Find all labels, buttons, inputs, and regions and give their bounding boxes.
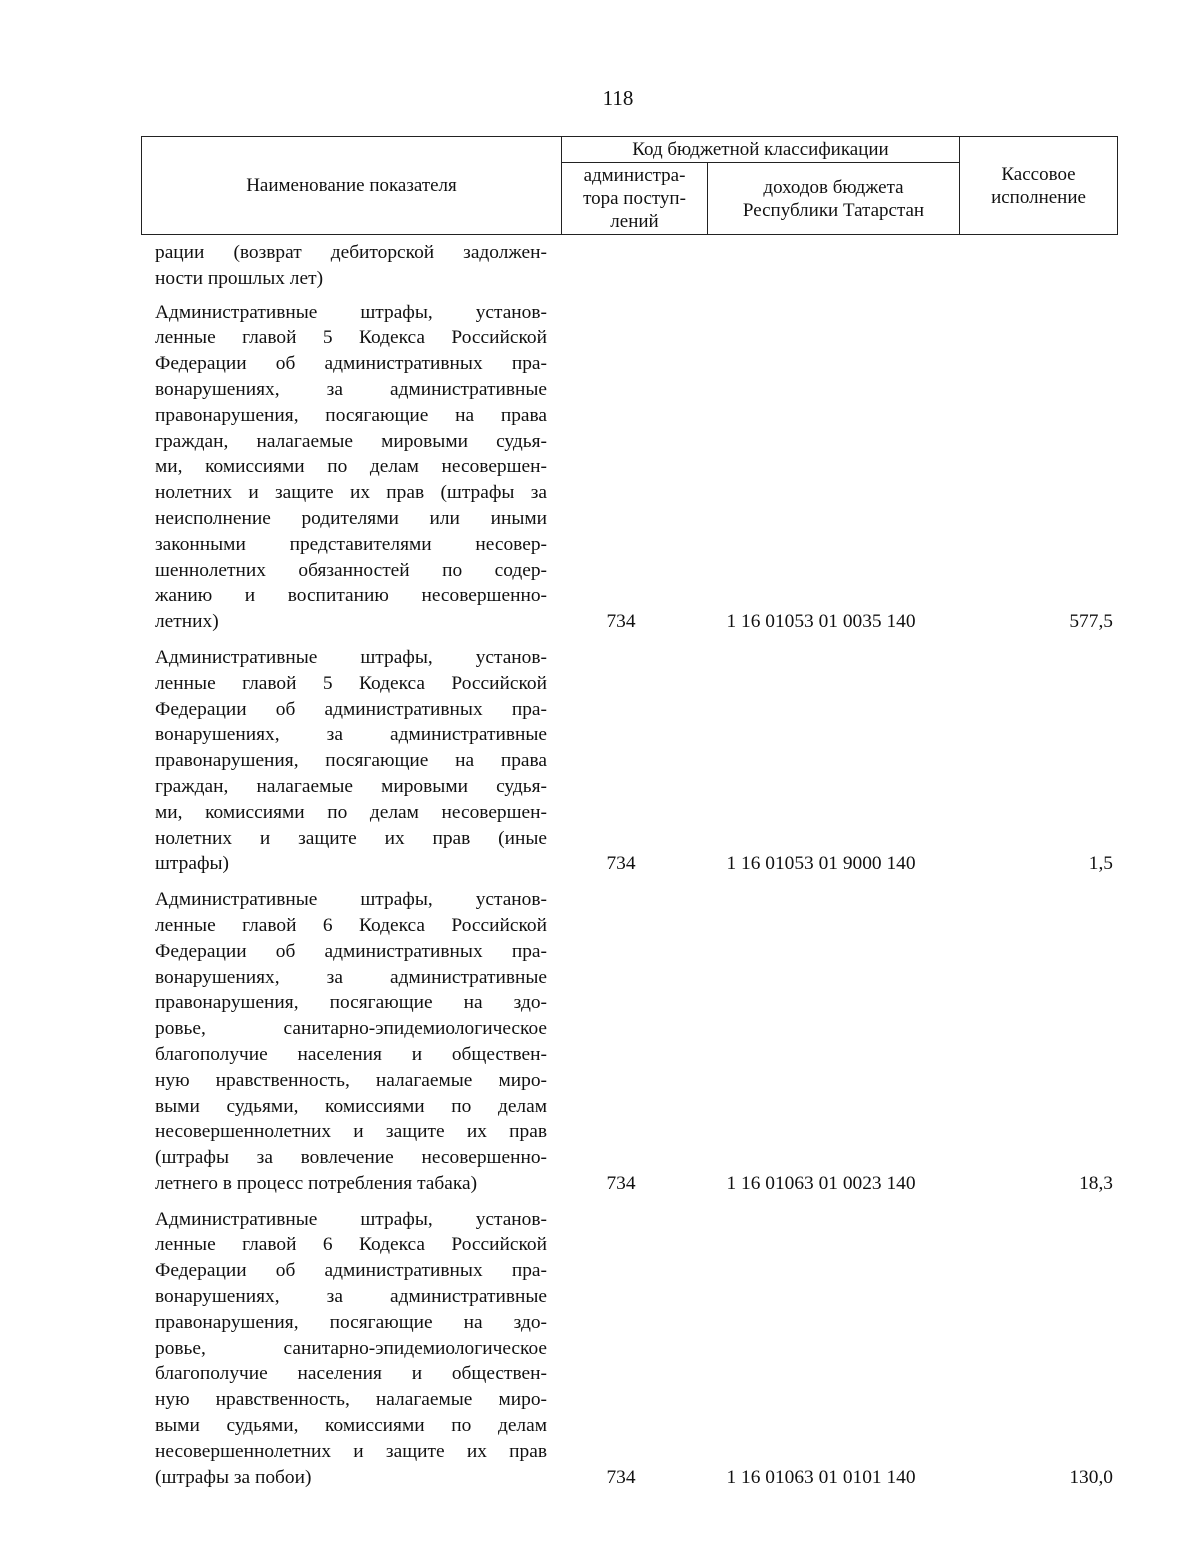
table-row (141, 887, 1117, 1197)
admin-code: 734 (606, 611, 636, 633)
cash-execution-amount: 1,5 (1088, 853, 1113, 875)
income-code: 1 16 01053 01 0035 140 (726, 611, 916, 633)
cash-execution-amount: 577,5 (1069, 611, 1113, 633)
indicator-name: рации (возврат дебиторской задолжен- ности прошлых лет) (155, 242, 547, 289)
table-row (141, 1207, 1117, 1491)
header-exec-cell: Кассовое исполнение (960, 137, 1118, 235)
page-number: 118 (602, 86, 634, 110)
table-body (141, 240, 1117, 1500)
cash-execution-amount: 130,0 (1069, 1466, 1113, 1488)
admin-code: 734 (606, 853, 636, 875)
admin-code: 734 (606, 1466, 636, 1488)
header-income-cell: доходов бюджета Республики Татарстан (708, 163, 960, 235)
table-row (141, 300, 1117, 635)
income-code: 1 16 01063 01 0023 140 (726, 1172, 916, 1194)
indicator-name: Административные штрафы, установ- ленные главой 5 Кодекса Российской Федерации об административных пра- вонарушениях, за административные правонарушения, посягающие на права граждан, налагаемые мировыми судья- ми, комиссиями по делам несовершен- нолетних и защите их прав (штрафы за неисполнение родителями или иными законными представителями несовер- шеннолетних обязанностей по содер- жанию и воспитанию несовершенно- летних) (155, 301, 547, 633)
indicator-name: Административные штрафы, установ- ленные главой 5 Кодекса Российской Федерации об административных пра- вонарушениях, за административные правонарушения, посягающие на права граждан, налагаемые мировыми судья- ми, комиссиями по делам несовершен- нолетних и защите их прав (иные штрафы) (155, 646, 547, 875)
header-name-cell: Наименование показателя (142, 137, 562, 235)
table-row (141, 240, 1117, 292)
indicator-name: Административные штрафы, установ- ленные главой 6 Кодекса Российской Федерации об административных пра- вонарушениях, за административные правонарушения, посягающие на здо- ровье, санитарно-эпидемиологическое благополучие населения и обществен- ную нравственность, налагаемые миро- выми судьями, комиссиями по делам несовершеннолетних и защите их прав (штрафы за побои) (155, 1208, 547, 1488)
cash-execution-amount: 18,3 (1079, 1172, 1113, 1194)
table-header (141, 136, 1118, 235)
table-row (141, 645, 1117, 877)
income-code: 1 16 01053 01 9000 140 (726, 853, 916, 875)
indicator-name: Административные штрафы, установ- ленные главой 6 Кодекса Российской Федерации об административных пра- вонарушениях, за административные правонарушения, посягающие на здо- ровье, санитарно-эпидемиологическое благополучие населения и обществен- ную нравственность, налагаемые миро- выми судьями, комиссиями по делам несовершеннолетних и защите их прав (штрафы за вовлечение несовершенно- летнего в процесс потребления табака) (155, 889, 547, 1194)
header-admin-cell: администра- тора поступ- лений (562, 163, 708, 235)
income-code: 1 16 01063 01 0101 140 (726, 1466, 916, 1488)
header-group-cell: Код бюджетной классификации (562, 137, 960, 163)
admin-code: 734 (606, 1172, 636, 1194)
